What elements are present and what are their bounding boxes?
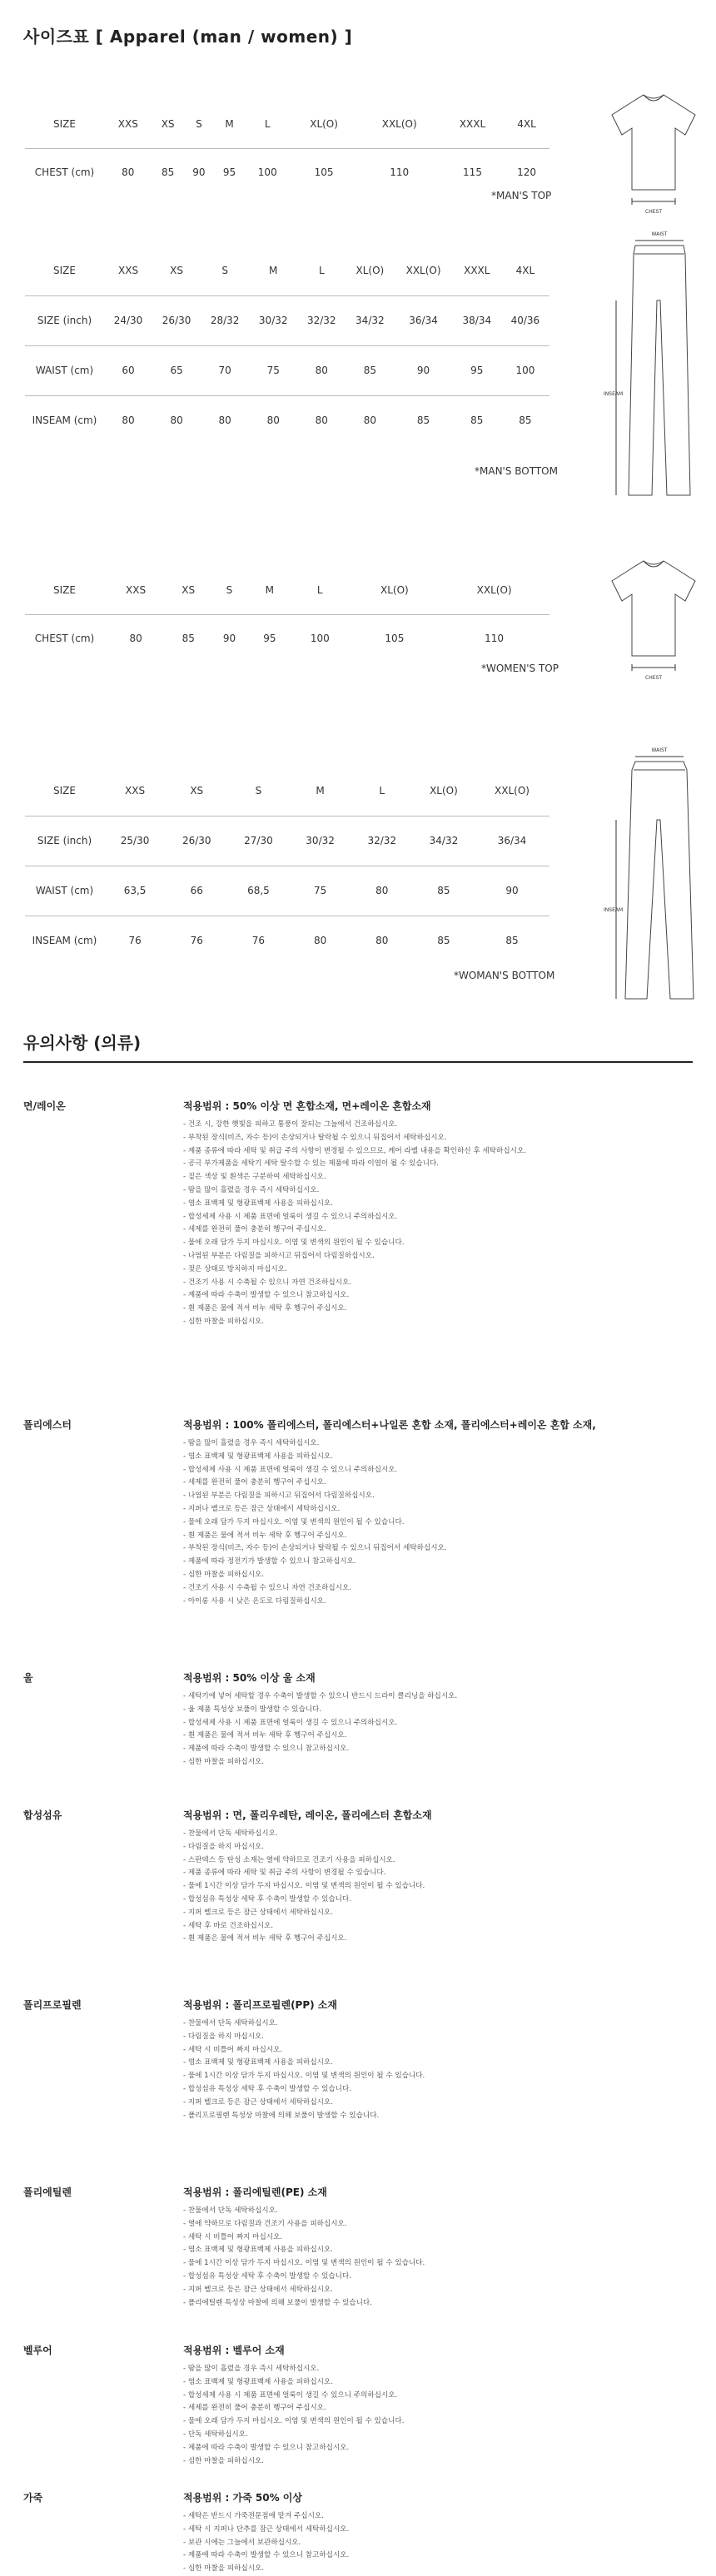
womens-top-note: *WOMEN'S TOP	[481, 663, 559, 674]
size-cell: 60	[104, 345, 152, 395]
care-material: 울	[23, 1672, 33, 1684]
row-label: SIZE	[25, 246, 104, 295]
care-instruction: - 열에 약하므로 다림질과 건조기 사용을 피하십시오.	[183, 2219, 347, 2228]
size-header-row	[25, 246, 549, 295]
care-instruction: - 심한 마찰을 피하십시오.	[183, 1757, 265, 1766]
care-instruction: - 심한 마찰을 피하십시오.	[183, 1317, 265, 1326]
size-cell: 80	[313, 935, 327, 947]
care-instruction: - 보관 시에는 그늘에서 보관하십시오.	[183, 2538, 301, 2547]
care-instruction: - 부착된 장식(비즈, 자수 등)이 손상되거나 탈락될 수 있으니 뒤집어서 세탁하십시오.	[183, 1133, 447, 1142]
womens-chest-label: CHEST	[645, 675, 662, 681]
care-instruction: - 합성세제 사용 시 제품 표면에 얼룩이 생길 수 있으니 주의하십시오.	[183, 1718, 398, 1727]
size-cell: 85	[181, 633, 195, 645]
size-cell: 34/32	[346, 295, 394, 345]
size-cell: XXXL	[441, 100, 504, 148]
size-row	[25, 295, 549, 345]
size-row	[25, 148, 549, 196]
size-cell: L	[351, 766, 413, 816]
size-header-row	[25, 566, 549, 614]
care-instruction: - 세제를 완전히 풀어 충분히 헹구어 주십시오.	[183, 1478, 326, 1487]
care-instructions	[183, 1437, 691, 1608]
care-instructions	[183, 1690, 691, 1769]
size-row	[25, 345, 549, 395]
care-instruction: - 흰 제품은 물에 적셔 비누 세탁 후 헹구어 주십시오.	[183, 1934, 347, 1943]
size-cell: XXS	[104, 246, 152, 295]
row-label: SIZE	[25, 766, 104, 816]
care-instructions	[183, 2363, 691, 2468]
care-instruction: - 지퍼 벨크로 등은 잠근 상태에서 세탁하십시오.	[183, 2285, 333, 2294]
womens-tshirt-illustration	[595, 549, 712, 699]
row-label: SIZE	[25, 100, 104, 148]
care-material: 벨루어	[23, 2345, 52, 2356]
care-instruction: - 폴리에틸렌 특성상 마찰에 의해 보풀이 발생할 수 있습니다.	[183, 2298, 372, 2307]
size-cell: XL(O)	[291, 100, 358, 148]
care-instruction: - 단독 세탁하십시오.	[183, 2430, 248, 2439]
size-cell: 63,5	[104, 866, 166, 916]
size-cell: XXS	[104, 100, 152, 148]
care-instruction: - 흰 제품은 물에 적셔 비누 세탁 후 헹구어 주십시오.	[183, 1731, 347, 1740]
size-row	[25, 816, 549, 866]
size-cell: XXL(O)	[439, 566, 549, 614]
size-cell: XXL(O)	[357, 100, 440, 148]
care-instruction: - 합성세제 사용 시 제품 표면에 얼룩이 생길 수 있으니 주의하십시오.	[183, 1465, 398, 1474]
care-divider	[23, 1061, 693, 1063]
size-cell: 34/32	[413, 816, 475, 866]
size-cell: L	[245, 100, 291, 148]
size-cell: 100	[310, 633, 330, 645]
care-scope: 적용범위 : 100% 폴리에스터, 폴리에스터+나일론 혼합 소재, 폴리에스터+레이온 혼합 소재,	[183, 1419, 596, 1431]
care-instruction: - 스판덱스 등 탄성 소재는 열에 약하므로 건조기 사용을 피하십시오.	[183, 1855, 395, 1864]
size-cell: M	[290, 766, 351, 816]
size-cell: 70	[201, 345, 249, 395]
care-instruction: - 염소 표백제 및 형광표백제 사용을 피하십시오.	[183, 2058, 333, 2067]
size-cell: 26/30	[152, 295, 201, 345]
care-instruction: - 심한 마찰을 피하십시오.	[183, 2564, 265, 2574]
row-label: SIZE (inch)	[25, 295, 104, 345]
care-instruction: - 다림질을 하지 마십시오.	[183, 1842, 265, 1851]
size-cell: 115	[463, 166, 482, 179]
care-instruction: - 나염된 부분은 다림질을 피하시고 뒤집어서 다림질하십시오.	[183, 1251, 375, 1260]
size-cell: XL(O)	[413, 766, 475, 816]
care-material: 폴리에틸렌	[23, 2186, 72, 2198]
size-cell: 66	[166, 866, 227, 916]
care-instruction: - 염소 표백제 및 형광표백제 사용을 피하십시오.	[183, 2246, 333, 2255]
care-instruction: - 합성세제 사용 시 제품 표면에 얼룩이 생길 수 있으니 주의하십시오.	[183, 2390, 398, 2400]
care-instructions	[183, 2510, 691, 2576]
size-cell: 36/34	[394, 295, 452, 345]
care-instruction: - 건조 시, 강한 햇빛을 피하고 통풍이 잘되는 그늘에서 건조하십시오.	[183, 1120, 398, 1129]
care-instruction: - 물에 오래 담가 두지 마십시오. 이염 및 변색의 원인이 될 수 있습니다.	[183, 1238, 405, 1248]
care-instruction: - 땀을 많이 흘렸을 경우 즉시 세탁하십시오.	[183, 1185, 320, 1194]
womens-top-table	[25, 566, 549, 663]
size-cell: 25/30	[104, 816, 166, 866]
care-instruction: - 지퍼나 벨크로 등은 잠근 상태에서 세탁하십시오.	[183, 1504, 341, 1513]
size-cell: 80	[363, 414, 376, 427]
row-label: SIZE (inch)	[25, 816, 104, 866]
size-cell: XXL(O)	[475, 766, 549, 816]
size-cell: 95	[222, 166, 236, 179]
size-cell: XS	[166, 766, 227, 816]
care-instruction: - 울 제품 특성상 보풀이 발생할 수 있습니다.	[183, 1705, 322, 1714]
care-material: 합성섬유	[23, 1809, 62, 1821]
size-cell: 85	[413, 866, 475, 916]
care-instruction: - 짙은 색상 및 흰색은 구분하여 세탁하십시오.	[183, 1173, 326, 1182]
care-material: 가죽	[23, 2492, 43, 2504]
care-instruction: - 건조기 사용 시 수축될 수 있으니 자연 건조하십시오.	[183, 1583, 352, 1592]
size-cell: XXS	[104, 566, 167, 614]
size-cell: 100	[257, 166, 277, 179]
size-cell: 30/32	[249, 295, 297, 345]
care-instruction: - 세탁기에 넣어 세탁할 경우 수축이 발생할 수 있으니 반드시 드라이 클리닝을 하십시오.	[183, 1692, 458, 1700]
size-cell: XS	[152, 100, 184, 148]
care-instruction: - 세탁은 반드시 가죽전문점에 맡겨 주십시오.	[183, 2512, 324, 2520]
size-row	[25, 614, 549, 663]
size-cell: S	[184, 100, 215, 148]
size-cell: 80	[375, 935, 389, 947]
care-scope: 적용범위 : 벨루어 소재	[183, 2345, 285, 2356]
care-instruction: - 물에 1시간 이상 담가 두지 마십시오. 이염 및 변색의 원인이 될 수 있습니다.	[183, 2072, 425, 2081]
care-scope: 적용범위 : 폴리프로필렌(PP) 소재	[183, 1999, 337, 2011]
care-instruction: - 젖은 상태로 방치하지 마십시오.	[183, 1264, 287, 1273]
care-instructions	[183, 2018, 691, 2122]
row-label: CHEST (cm)	[34, 633, 95, 645]
size-cell: 68,5	[227, 866, 289, 916]
size-header-row	[25, 100, 549, 148]
care-instruction: - 폴리프로필렌 특성상 마찰에 의해 보풀이 발생할 수 있습니다.	[183, 2111, 380, 2120]
size-cell: 27/30	[227, 816, 289, 866]
page-title: 사이즈표 [ Apparel (man / women) ]	[23, 27, 353, 47]
care-instruction: - 흰 제품은 물에 적셔 비누 세탁 후 헹구어 주십시오.	[183, 1304, 347, 1313]
pants-illustration	[595, 229, 712, 504]
care-instruction: - 다림질을 하지 마십시오.	[183, 2032, 265, 2041]
size-cell: 80	[266, 414, 280, 427]
care-instruction: - 땀을 많이 흘렸을 경우 즉시 세탁하십시오.	[183, 1439, 320, 1447]
care-instruction: - 나염된 부분은 다림질을 피하시고 뒤집어서 다림질하십시오.	[183, 1491, 375, 1501]
inseam-label: INSEAM	[604, 391, 624, 397]
size-cell: 80	[351, 866, 413, 916]
size-cell: 85	[416, 414, 430, 427]
tshirt-illustration	[595, 83, 712, 233]
size-row	[25, 395, 549, 445]
size-row	[25, 866, 549, 916]
size-cell: 76	[190, 935, 203, 947]
size-cell: 76	[128, 935, 142, 947]
care-material: 폴리에스터	[23, 1419, 72, 1431]
care-instruction: - 제품에 따라 수축이 발생할 수 있으니 참고하십시오.	[183, 2551, 350, 2560]
care-scope: 적용범위 : 50% 이상 울 소재	[183, 1672, 316, 1684]
care-instruction: - 심한 마찰을 피하십시오.	[183, 2456, 265, 2465]
size-cell: XL(O)	[351, 566, 440, 614]
care-instruction: - 지퍼 벨크로 등은 잠근 상태에서 세탁하십시오.	[183, 1908, 333, 1917]
size-cell: 90	[192, 166, 206, 179]
care-instruction: - 제품에 따라 수축이 발생할 수 있으니 참고하십시오.	[183, 2443, 350, 2452]
size-cell: 36/34	[475, 816, 549, 866]
womens-pants-illustration	[595, 745, 712, 1011]
mans-bottom-table	[25, 246, 549, 445]
size-cell: 32/32	[351, 816, 413, 866]
size-cell: 95	[453, 345, 501, 395]
size-cell: 105	[385, 633, 405, 645]
row-label: SIZE	[25, 566, 104, 614]
size-cell: 38/34	[453, 295, 501, 345]
care-instruction: - 아이롱 사용 시 낮은 온도로 다림질하십시오.	[183, 1596, 326, 1606]
care-instruction: - 제품에 따라 정전기가 발생할 수 있으니 참고하십시오.	[183, 1557, 356, 1566]
size-cell: M	[214, 100, 245, 148]
size-cell: XS	[152, 246, 201, 295]
size-cell: 4XL	[501, 246, 549, 295]
care-title: 유의사항 (의류)	[23, 1033, 142, 1053]
care-instruction: - 세탁 후 바로 건조하십시오.	[183, 1921, 274, 1930]
size-cell: 80	[122, 414, 135, 427]
care-instruction: - 공극 부가제품을 세탁기 세탁 탈수할 수 있는 제품에 따라 이염이 될 수 있습니다.	[183, 1159, 439, 1169]
row-label: WAIST (cm)	[25, 345, 104, 395]
care-instruction: - 세탁 시 지퍼나 단추를 잠근 상태에서 세탁하십시오.	[183, 2524, 350, 2534]
care-instruction: - 물에 1시간 이상 담가 두지 마십시오. 이염 및 변색의 원인이 될 수 있습니다.	[183, 1882, 425, 1891]
size-cell: 32/32	[297, 295, 346, 345]
care-instruction: - 물에 오래 담가 두지 마십시오. 이염 및 변색의 원인이 될 수 있습니다.	[183, 2417, 405, 2426]
size-cell: XXS	[104, 766, 166, 816]
size-cell: S	[227, 766, 289, 816]
care-instruction: - 제품 종류에 따라 세탁 및 취급 주의 사항이 변경될 수 있습니다.	[183, 1869, 386, 1878]
size-header-row	[25, 766, 549, 816]
care-instruction: - 염소 표백제 및 형광표백제 사용을 피하십시오.	[183, 2377, 333, 2386]
care-instruction: - 염소 표백제 및 형광표백제 사용을 피하십시오.	[183, 1452, 333, 1461]
care-instruction: - 땀을 많이 흘렸을 경우 즉시 세탁하십시오.	[183, 2365, 320, 2373]
size-cell: 110	[485, 633, 505, 645]
size-cell: 85	[161, 166, 175, 179]
size-cell: 85	[437, 935, 450, 947]
care-instruction: - 세탁 시 비틀어 짜지 마십시오.	[183, 2232, 283, 2241]
size-cell: 100	[501, 345, 549, 395]
care-instruction: - 합성섬유 특성상 세탁 후 수축이 발생할 수 있습니다.	[183, 1894, 352, 1903]
size-cell: 75	[290, 866, 351, 916]
size-cell: XXL(O)	[394, 246, 452, 295]
row-label: CHEST (cm)	[34, 166, 95, 179]
care-instruction: - 제품에 따라 수축이 발생할 수 있으니 참고하십시오.	[183, 1745, 350, 1754]
size-cell: 80	[170, 414, 183, 427]
size-cell: 80	[218, 414, 231, 427]
size-cell: S	[201, 246, 249, 295]
womens-bottom-note: *WOMAN'S BOTTOM	[454, 970, 555, 981]
womens-bottom-table	[25, 766, 549, 965]
care-instruction: - 합성섬유 특성상 세탁 후 수축이 발생할 수 있습니다.	[183, 2271, 352, 2281]
row-label: INSEAM (cm)	[32, 414, 97, 427]
care-scope: 적용범위 : 면, 폴리우레탄, 레이온, 폴리에스터 혼합소재	[183, 1809, 432, 1821]
womens-inseam-label: INSEAM	[604, 907, 624, 913]
size-cell: 90	[394, 345, 452, 395]
care-material: 폴리프로필렌	[23, 1999, 82, 2011]
care-instruction: - 심한 마찰을 피하십시오.	[183, 1570, 265, 1579]
row-label: INSEAM (cm)	[32, 935, 97, 947]
care-instruction: - 물에 1시간 이상 담가 두지 마십시오. 이염 및 변색의 원인이 될 수 있습니다.	[183, 2259, 425, 2268]
size-cell: 80	[129, 633, 142, 645]
care-instruction: - 합성세제 사용 시 제품 표면에 얼룩이 생길 수 있으니 주의하십시오.	[183, 1212, 398, 1221]
size-cell: M	[250, 566, 290, 614]
care-instruction: - 흰 제품은 물에 적셔 비누 세탁 후 헹구어 주십시오.	[183, 1531, 347, 1540]
size-cell: 105	[314, 166, 334, 179]
size-cell: 120	[517, 166, 536, 179]
care-instruction: - 염소 표백제 및 형광표백제 사용을 피하십시오.	[183, 1199, 333, 1208]
size-cell: S	[209, 566, 249, 614]
size-cell: XS	[167, 566, 209, 614]
mans-top-note: *MAN'S TOP	[491, 190, 552, 201]
waist-label: WAIST	[651, 231, 668, 237]
care-instructions	[183, 1119, 691, 1329]
size-cell: 4XL	[504, 100, 549, 148]
care-instruction: - 제품에 따라 수축이 발생할 수 있으니 참고하십시오.	[183, 1291, 350, 1300]
care-scope: 적용범위 : 폴리에틸렌(PE) 소재	[183, 2186, 327, 2198]
size-cell: XXXL	[453, 246, 501, 295]
care-instruction: - 세탁 시 비틀어 짜지 마십시오.	[183, 2045, 283, 2054]
care-instruction: - 지퍼 벨크로 등은 잠근 상태에서 세탁하십시오.	[183, 2097, 333, 2107]
mans-top-table	[25, 100, 549, 196]
care-instruction: - 찬물에서 단독 세탁하십시오.	[183, 2019, 278, 2028]
row-label: WAIST (cm)	[25, 866, 104, 916]
size-cell: 76	[251, 935, 266, 947]
size-cell: 85	[519, 414, 532, 427]
size-row	[25, 916, 549, 965]
size-cell: L	[290, 566, 351, 614]
mans-bottom-note: *MAN'S BOTTOM	[475, 465, 558, 477]
care-instruction: - 세제를 완전히 풀어 충분히 헹구어 주십시오.	[183, 1225, 326, 1234]
care-instruction: - 제품 종류에 따라 세탁 및 취급 주의 사항이 변경될 수 있으므로, 케어 라벨 내용을 확인하신 후 세탁하십시오.	[183, 1146, 526, 1155]
care-instruction: - 찬물에서 단독 세탁하십시오.	[183, 1829, 278, 1838]
size-cell: 110	[390, 166, 410, 179]
size-cell: 75	[249, 345, 297, 395]
care-scope: 적용범위 : 50% 이상 면 혼합소재, 면+레이온 혼합소재	[183, 1100, 431, 1112]
care-instructions	[183, 1828, 691, 1946]
size-cell: 80	[315, 414, 328, 427]
chest-label: CHEST	[645, 209, 662, 215]
size-cell: 30/32	[290, 816, 351, 866]
size-cell: 24/30	[104, 295, 152, 345]
size-cell: 80	[297, 345, 346, 395]
size-cell: 80	[122, 166, 135, 179]
care-instruction: - 찬물에서 단독 세탁하십시오.	[183, 2206, 278, 2215]
size-cell: 90	[222, 633, 236, 645]
size-cell: 90	[475, 866, 549, 916]
size-cell: 95	[263, 633, 276, 645]
care-material: 면/레이온	[23, 1100, 66, 1112]
care-scope: 적용범위 : 가죽 50% 이상	[183, 2492, 302, 2504]
size-cell: L	[297, 246, 346, 295]
size-cell: 85	[470, 414, 484, 427]
size-cell: 28/32	[201, 295, 249, 345]
size-cell: XL(O)	[346, 246, 394, 295]
care-instruction: - 부착된 장식(비즈, 자수 등)이 손상되거나 탈락될 수 있으니 뒤집어서 세탁하십시오.	[183, 1544, 447, 1553]
care-instruction: - 합성섬유 특성상 세탁 후 수축이 발생할 수 있습니다.	[183, 2084, 352, 2093]
size-cell: 26/30	[166, 816, 227, 866]
size-cell: 85	[346, 345, 394, 395]
size-cell: 85	[505, 935, 519, 947]
care-instruction: - 세제를 완전히 풀어 충분히 헹구어 주십시오.	[183, 2404, 326, 2413]
size-cell: 65	[152, 345, 201, 395]
care-instruction: - 건조기 사용 시 수축될 수 있으니 자연 건조하십시오.	[183, 1278, 352, 1287]
size-cell: M	[249, 246, 297, 295]
womens-waist-label: WAIST	[651, 747, 668, 753]
size-cell: 40/36	[501, 295, 549, 345]
care-instruction: - 물에 오래 담가 두지 마십시오. 이염 및 변색의 원인이 될 수 있습니다.	[183, 1517, 405, 1526]
care-instructions	[183, 2205, 691, 2310]
